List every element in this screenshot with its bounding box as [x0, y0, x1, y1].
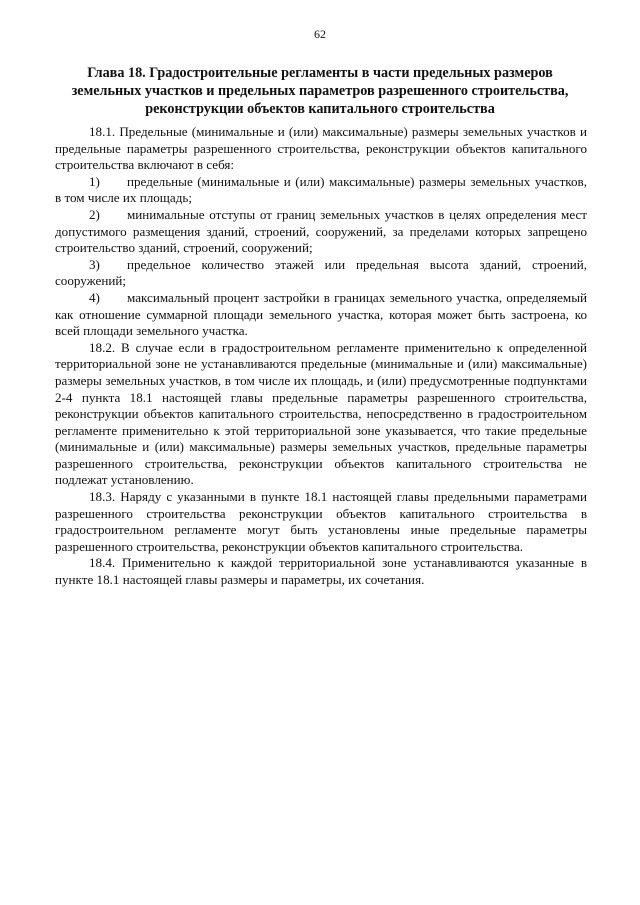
list-item-2 — [55, 207, 587, 257]
paragraph-18-4 — [55, 555, 587, 588]
page-number: 62 — [314, 27, 326, 41]
list-item-text: предельное количество этажей или предельная высота зданий, строений, сооружений; — [55, 256, 587, 289]
document-body — [55, 124, 587, 589]
paragraph-18-3 — [55, 489, 587, 555]
list-item-3 — [55, 257, 587, 290]
paragraph-text: 18.3. Наряду с указанными в пункте 18.1 настоящей главы предельными параметрами разрешенного строительства реконструкции объектов капитального строительства в градостроительном регламенте могут быть установлены иные предельные параметры разрешенного строительства, реконструкции объектов капитального строительства. — [55, 489, 587, 554]
list-item-number: 3) — [89, 256, 100, 272]
list-item-text: предельные (минимальные и (или) максимальные) размеры земельных участков, в том числе их площадь; — [55, 173, 587, 206]
list-item-number: 2) — [89, 206, 100, 222]
list-item-4 — [55, 290, 587, 340]
list-item-number: 4) — [89, 289, 100, 305]
paragraph-text: 18.4. Применительно к каждой территориальной зоне устанавливаются указанные в пункте 18.1 настоящей главы размеры и параметры, их сочетания. — [55, 555, 587, 588]
paragraph-text: 18.1. Предельные (минимальные и (или) максимальные) размеры земельных участков и предельные параметры разрешенного строительства, реконструкции объектов капитального строительства включают в себя: — [55, 124, 587, 173]
list-item-text: минимальные отступы от границ земельных участков в целях определения мест допустимого размещения зданий, строений, сооружений, за пределами которых запрещено строительство зданий, строений, сооружений; — [55, 206, 587, 256]
list-item-number: 1) — [89, 173, 100, 189]
list-item-text: максимальный процент застройки в границах земельного участка, определяемый как отношение суммарной площади земельного участка, которая может быть застроена, ко всей площади земельного участка. — [55, 289, 587, 339]
chapter-title: Глава 18. Градостроительные регламенты в части предельных размеров земельных участков и предельных параметров разрешенного строительства, реконструкции объектов капитального строительства — [71, 65, 569, 117]
paragraph-18-2 — [55, 340, 587, 489]
paragraph-18-1 — [55, 124, 587, 174]
list-item-1 — [55, 174, 587, 207]
paragraph-text: 18.2. В случае если в градостроительном регламенте применительно к определенной территориальной зоне не устанавливаются предельные (минимальные и (или) максимальные) размеры земельных участков, в том числе их площадь, и (или) предусмотренные подпунктами 2-4 пункта 18.1 настоящей главы предельные параметры разрешенного строительства, реконструкции объектов капитального строительства, непосредственно в градостроительном регламенте применительно к этой территориальной зоне указывается, что такие предельные (минимальные и (или) максимальные) размеры земельных участков, предельные параметры разрешенного строительства, реконструкции объектов капитального строительства не подлежат установлению. — [55, 339, 587, 488]
